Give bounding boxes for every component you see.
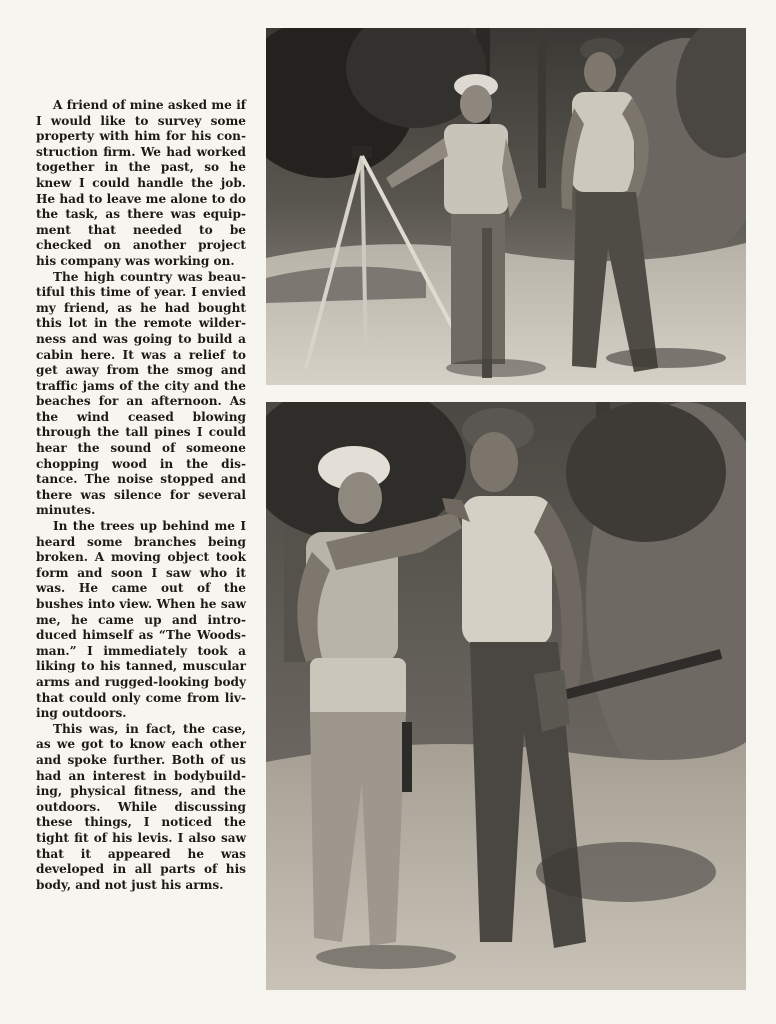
photo-woodsman-axe <box>266 402 746 990</box>
article-text-column <box>36 98 246 893</box>
article-paragraph-2: The high country was beautiful this time of year. I envied my friend, as he had bought this lot in the remote wilderness and was going to build a cabin here. It was a relief to get away from the smog and traffic jams of the city and the beaches for an afternoon. As the wind ceased blowing through the tall pines I could hear the sound of someone chopping wood in the distance. The noise stopped and there was silence for several minutes. <box>36 269 246 518</box>
photo-survey-tripod <box>266 28 746 385</box>
article-paragraph-1: A friend of mine asked me if I would like to survey some property with him for his construction firm. We had worked together in the past, so he knew I could handle the job. He had to leave me alone to do the task, as there was equipment that needed to be checked on another project his company was working on. <box>36 98 246 268</box>
article-paragraph-4: This was, in fact, the case, as we got to know each other and spoke further. Both of us had an interest in bodybuilding, physical fitness, and the outdoors. While discussing these things, I noticed the tight fit of his levis. I also saw that it appeared he was developed in all parts of his body, and not just his arms. <box>36 721 246 892</box>
article-paragraph-3: In the trees up behind me I heard some branches being broken. A moving object took form and soon I saw who it was. He came out of the bushes into view. When he saw me, he came up and introduced himself as “The Woodsman.” I immediately took a liking to his tanned, muscular arms and rugged-looking body that could only come from living outdoors. <box>36 519 246 721</box>
